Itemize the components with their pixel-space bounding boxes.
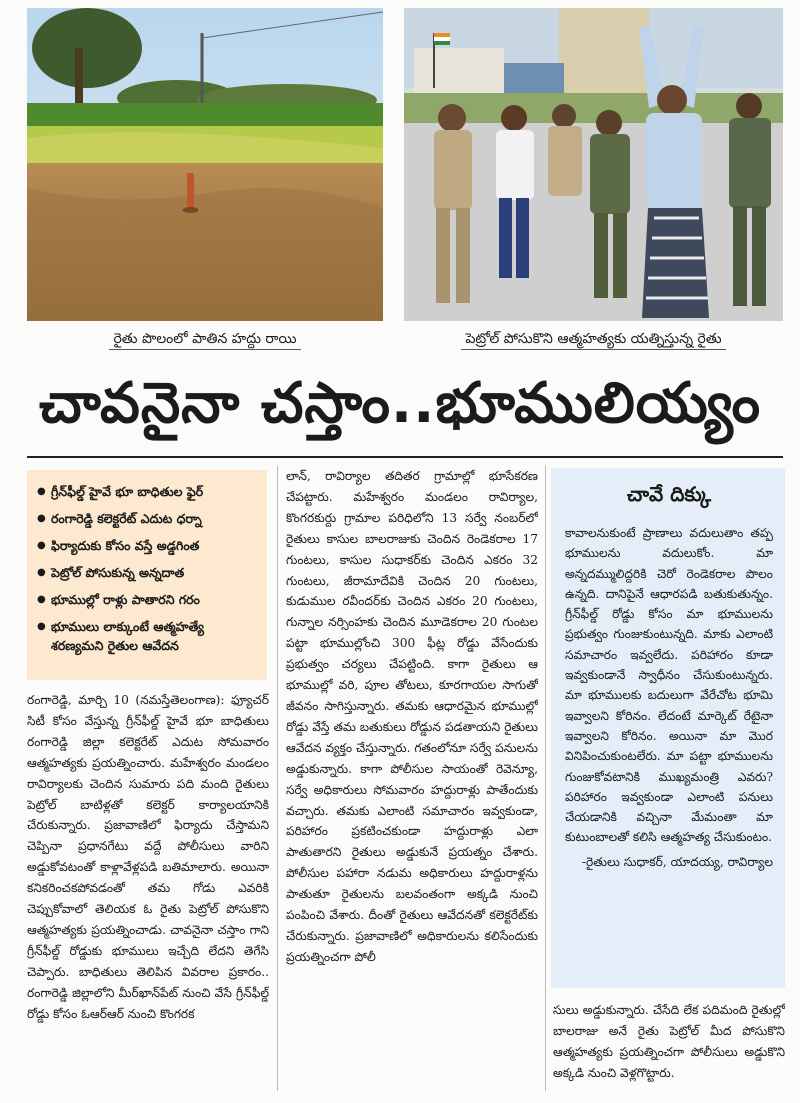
highlight-item: ● ఫిర్యాదుకు కోసం వస్తే అడ్డగింత xyxy=(37,536,259,555)
farmer-protest-photo xyxy=(404,8,783,321)
headline: చావనైనా చస్తాం..భూములియ్యం xyxy=(38,371,761,436)
highlight-item: ● భూముల్లో రాళ్లు పాతారని గరం xyxy=(37,590,259,609)
highlight-item: ● భూములు లాక్కుంటే ఆత్మహత్యే శరణ్యమని రైతుల ఆవేదన xyxy=(37,617,259,655)
column-divider xyxy=(277,466,278,1091)
highlight-item: ● రంగారెడ్డి కలెక్టరేట్‌ ఎదుట ధర్నా xyxy=(37,509,259,528)
headline-rule xyxy=(27,456,783,458)
field-boundary-stone-photo xyxy=(27,8,383,321)
farmer-quote-box xyxy=(551,468,785,988)
column-divider xyxy=(545,466,546,1091)
quote-box-body: కావాలనుకుంటే ప్రాణాలు వదులుతాం తప్ప భూములను వదులుకోం. మా అన్నదమ్ములిద్దరికి చెరో రెండెకరాల పొలం ఉన్నది. దానిపైనే ఆధారపడి బతుకుతున్నం. గ్రీన్‌ఫీల్డ్‌ రోడ్డు కోసం మా భూములను ప్రభుత్వం గుంజుకుంటున్నది. మాకు ఎలాంటి సమాచారం ఇవ్వలేదు. పరిహారం కూడా ఇవ్వకుండానే స్వాధీనం చేసుకుంటున్నరు. మా భూములకు బదులుగా వేరేచోట భూమి ఇవ్వాలని కోరినం. లేదంటే మార్కెట్‌ రేటైనా ఇవ్వాలని కోరినం. అయినా మా మొర వినిపించుకుంటలేరు. మా పట్టా భూములను గుంజుకోవటానికి ముఖ్యమంత్రి ఎవరు? పరిహారం ఇవ్వకుండా ఎలాంటి పనులు చేయడానికి వచ్చినా మేమంతా మా కుటుంబాలతో కలిసి ఆత్మహత్య చేసుకుంటం. xyxy=(565,526,773,845)
article-column-2: లాన్‌, రావిర్యాల తదితర గ్రామాల్లో భూసేకరణ చేపట్టారు. మహేశ్వరం మండలం రావిర్యాల, కొంగరకుర్దు గ్రామాల పరిధిలోని 13 సర్వే నంబర్‌లో రైతులు కాసుల బాలరాజుకు చెందిన రెండెకరాల 17 గుంటలు, కాసుల సుధాకర్‌కు చెందిన ఎకరం 32 గుంటలు, జీరామాదేవికి చెందిన 20 గుంటలు, కుడుముల రవీందర్‌కు చెందిన ఎకరం 20 గుంటలు, గున్నాల నర్సింహకు చెందిన మూడెకరాల 20 గుంటల పట్టా భూముల్లోంచి 300 ఫీట్ల రోడ్డు వేసేందుకు ప్రభుత్వం చర్యలు చేపట్టింది. కాగా రైతులు ఆ భూముల్లో వరి, పూల తోటలు, కూరగాయల సాగుతో జీవనం సాగిస్తున్నారు. తమకు ఆధారమైన భూముల్లో రోడ్డు వేస్తే తమ బతుకులు రోడ్డున పడతాయని రైతులు ఆవేదన వ్యక్తం చేస్తున్నారు. గతంలోనూ సర్వే పనులను అడ్డుకున్నారు. కాగా పోలీసుల సాయంతో రెవెన్యూ, సర్వే అధికారులు సోమవారం హద్దురాళ్లు పాతేందుకు వచ్చారు. తమకు ఎలాంటి సమాచారం ఇవ్వకుండా, పరిహారం ప్రకటించకుండా హద్దురాళ్లు ఎలా పాతుతారని రైతులు అడ్డుకునే ప్రయత్నం చేశారు. పోలీసుల పహారా నడుమ అధికారులు హద్దురాళ్లను పాతుతూ రైతులను బలవంతంగా అక్కడి నుంచి పంపించి వేశారు. దీంతో రైతులు ఆవేదనతో కలెక్టరేట్‌కు చేరుకున్నారు. ప్రజావాణిలో అధికారులను కలిసేందుకు ప్రయత్నించగా పోలీ xyxy=(286,469,538,964)
right-photo-caption: పెట్రోల్‌ పోసుకొని ఆత్మహత్యకు యత్నిస్తున్న రైతు xyxy=(404,325,783,353)
quote-box-signature: -రైతులు సుధాకర్‌, యాదయ్య, రావిర్యాల xyxy=(581,854,773,869)
quote-box-title: చావే దిక్కు xyxy=(626,482,712,506)
highlight-item: ● గ్రీన్‌ఫీల్డ్‌ హైవే భూ బాధితుల ఫైర్‌ xyxy=(37,482,259,501)
article-column-1: రంగారెడ్డి, మార్చి 10 (నమస్తేతెలంగాణ): ఫ్యూచర్‌ సిటీ కోసం వేస్తున్న గ్రీన్‌ఫీల్డ్‌ హైవే భూ బాధితులు రంగారెడ్డి జిల్లా కలెక్టరేట్‌ ఎదుట సోమవారం ఆత్మహత్యకు ప్రయత్నించారు. మహేశ్వరం మండలం రావిర్యాలకు చెందిన సుమారు పది మంది రైతులు పెట్రోల్‌ బాటిళ్లతో కలెక్టర్‌ కార్యాలయానికి చేరుకున్నారు. ప్రజావాణిలో ఫిర్యాదు చేస్తామని చెప్పినా ప్రధానగేటు వద్దే పోలీసులు వారిని అడ్డుకోవటంతో కాళ్లావేళ్లపడి బతిమాలారు. అయినా కనికరించకపోవడంతో తమ గోడు ఎవరికి చెప్పుకోవాలో తెలియక ఓ రైతు పెట్రోల్‌ పోసుకొని ఆత్మహత్యకు ప్రయత్నించాడు. చావనైనా చస్తాం గాని గ్రీన్‌ఫీల్డ్‌ రోడ్డుకు భూములు ఇచ్చేది లేదని తెగేసి చెప్పారు. బాధితులు తెలిపిన వివరాల ప్రకారం.. రంగారెడ్డి జిల్లాలోని మీర్‌ఖాన్‌పేట్‌ నుంచి వేసే గ్రీన్‌ఫీల్డ్‌ రోడ్డు కోసం ఓఆర్‌ఆర్‌ నుంచి కొంగరక xyxy=(27,693,269,1021)
highlights-box xyxy=(27,470,267,680)
left-photo-caption: రైతు పొలంలో పాతిన హద్దు రాయి xyxy=(27,325,383,353)
highlight-item: ● పెట్రోల్‌ పోసుకున్న అన్నదాత xyxy=(37,563,259,582)
article-column-3: సులు అడ్డుకున్నారు. చేసేది లేక పదిమంది రైతుల్లో బాలరాజు అనే రైతు పెట్రోల్‌ మీద పోసుకొని ఆత్మహత్యకు ప్రయత్నించగా పోలీసులు అడ్డుకొని అక్కడి నుంచి వెళ్లగొట్టారు. xyxy=(553,1003,785,1080)
